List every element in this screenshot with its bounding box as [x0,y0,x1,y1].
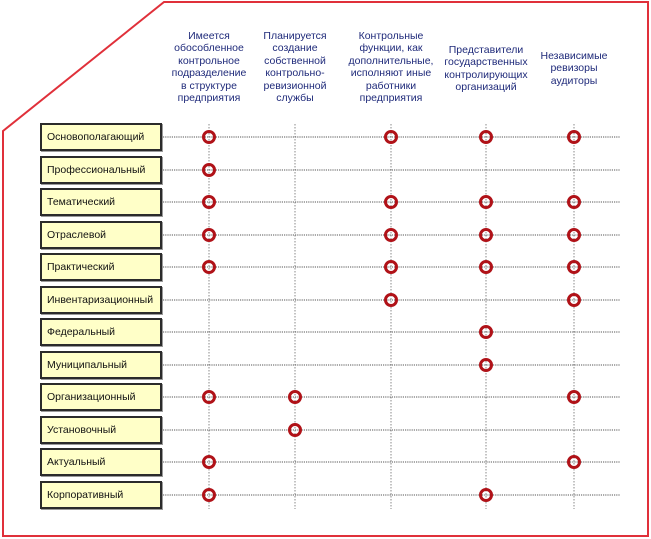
row-label-box[interactable]: Муниципальный [40,351,162,379]
column-header-c2: Планируется создание собственной контрольно- ревизионной службы [263,30,327,105]
column-header-c3: Контрольные функции, как дополнительные, исполняют иные работники предприятия [348,30,434,105]
column-header-c1: Имеется обособленное контрольное подразделение в структуре предприятия [171,30,247,105]
row-label-box[interactable]: Инвентаризационный [40,286,162,314]
row-label-box[interactable]: Федеральный [40,318,162,346]
row-label-box[interactable]: Установочный [40,416,162,444]
row-label-box[interactable]: Практический [40,253,162,281]
column-header-c4: Представители государственных контролирующих организаций [444,44,528,94]
row-label-box[interactable]: Актуальный [40,448,162,476]
row-label-box[interactable]: Тематический [40,188,162,216]
row-label-box[interactable]: Отраслевой [40,221,162,249]
column-header-c5: Независимые ревизоры аудиторы [540,50,608,87]
row-label-box[interactable]: Основополагающий [40,123,162,151]
row-label-box[interactable]: Организационный [40,383,162,411]
row-label-box[interactable]: Корпоративный [40,481,162,509]
row-label-box[interactable]: Профессиональный [40,156,162,184]
